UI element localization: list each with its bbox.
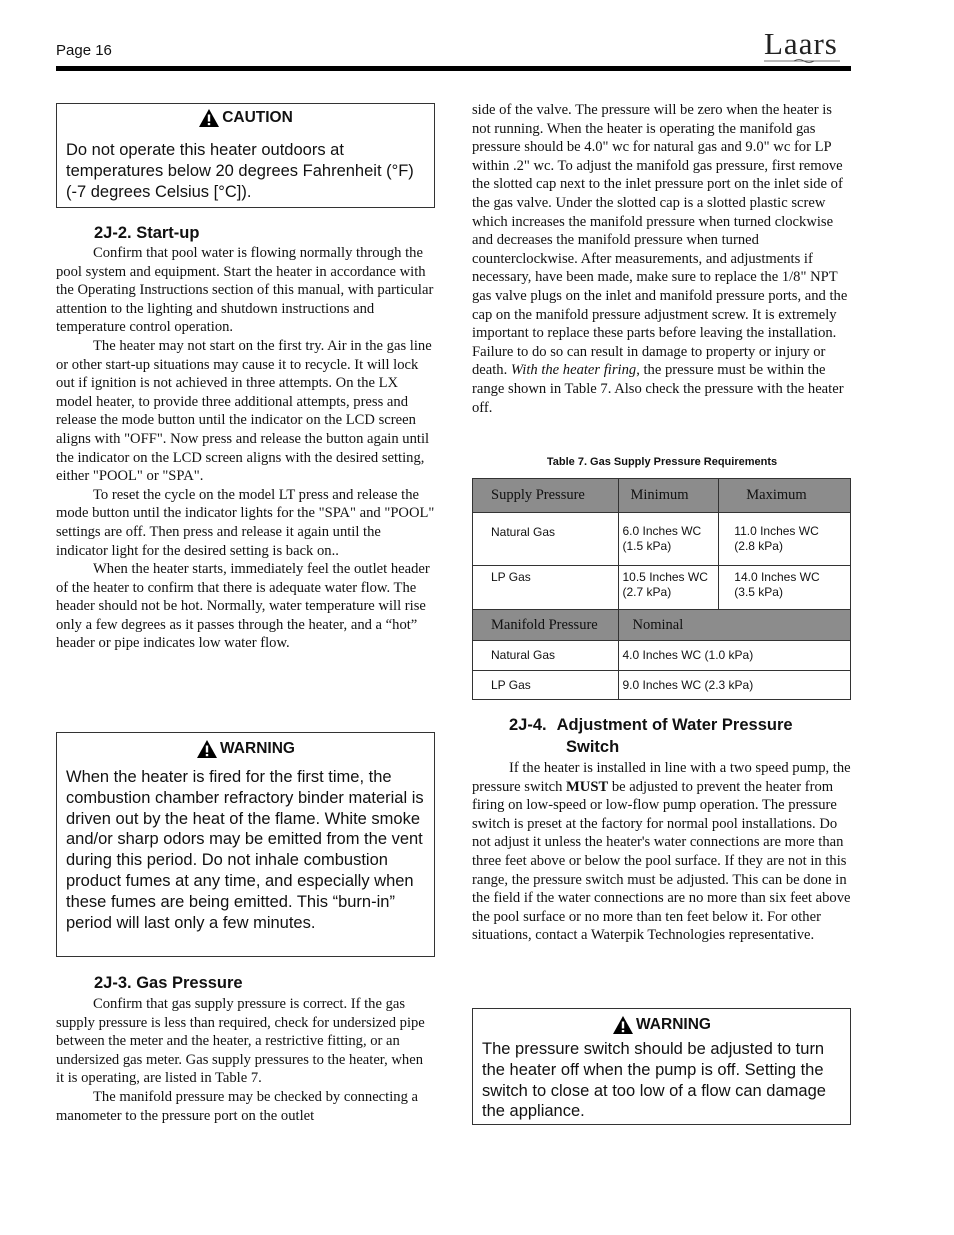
warning-text: The pressure switch should be adjusted to turn the heater off when the pump is off. Setting the switch to close at too low of a flow can damage the appliance. [482,1040,826,1121]
warning-title: WARNING [636,1016,711,1033]
warning-triangle-icon [196,739,218,759]
manifold-continuation [472,101,853,417]
header-manifold-pressure: Manifold Pressure [473,610,619,641]
max-cell [719,566,851,610]
table-caption: Table 7. Gas Supply Pressure Requirements [546,456,778,468]
nominal-cell: 9.0 Inches WC (2.3 kPa) [618,671,851,700]
continuation-paragraph [472,101,853,417]
water-switch-heading [509,714,793,758]
warning-box-burn-in [56,732,435,957]
water-switch-lead: If the heater is installed in line with a two speed pump, the pressure switch [472,760,851,795]
table-row [473,641,851,671]
water-switch-heading-num: 2J-4. [509,716,547,734]
startup-heading: 2J-2. Start-up [94,224,200,242]
min-line2: (1.5 kPa) [622,539,672,553]
water-switch-body [472,759,853,945]
continuation-italic: With the heater firing [510,362,637,379]
header-nominal: Nominal [618,610,851,641]
caution-box [56,103,435,208]
row-label: Natural Gas [473,513,619,566]
max-line2: (2.8 kPa) [734,539,783,553]
max-line1: 11.0 Inches WC [734,524,819,538]
water-switch-heading-line1 [509,714,793,736]
manifold-header-row [473,610,851,641]
header-maximum: Maximum [719,479,851,513]
continuation-lead: side of the valve. The pressure will be zero when the heater is not running. When the heater is operating the manifold gas pressure should be 4.0" wc for natural gas and 9.0" wc for LP within .2" wc. To adjust the manifold gas pressure, first remove the slotted cap next to the inlet pressure port on the inlet side of the gas valve. Under the slotted cap is a slotted plastic screw which increases the manifold pressure when turned clockwise and decreases the manifold pressure when turned counterclockwise. After measurements, and adjustments if necessary, have been made, make sure to replace the 1/8" NPT gas valve plugs on the inlet and manifold pressure ports, and the cap on the manifold pressure adjustment screw. It is extremely important to replace these parts before leaving the installation. Failure to do so can result in damage to property or injury or death. [472,102,848,379]
gas-pressure-table [472,478,851,700]
warning-title-row [66,739,425,759]
startup-paragraph: When the heater starts, immediately feel the outlet header of the heater to confirm that there is adequate water flow. The header should not be hot. Normally, water temperature will rise only a few degrees as it passes through the heater, and a “hot” header or pipe indicates low water flow. [56,561,430,652]
page-number: Page 16 [56,42,112,59]
min-line1: 10.5 Inches WC [622,570,708,584]
warning-title-row [482,1015,841,1035]
water-switch-must: MUST [566,778,609,795]
table-row [473,671,851,700]
water-switch-heading-line2: Switch [566,738,620,756]
warning-text: When the heater is fired for the first time, the combustion chamber refractory binder material is driven out by the heat of the flame. White smoke and/or sharp odors may be emitted from the vent during this period. Do not inhale combustion product fumes at any time, and especially when these fumes are being emitted. This “burn-in” period will last only a few minutes. [66,768,424,932]
water-switch-tail: be adjusted to prevent the heater from firing on low-speed or low-flow pump operation. The pressure switch is preset at the factory for normal pool installations. Do not adjust it unless the heater's water connections are more than three feet above or below the pool surface. If they are not in this range, the pressure switch must be adjusted. This can be done in the field if the water connections are no more than six feet above the pool surface or no more than ten feet below it. For other situations, contact a Waterpik Technologies representative. [472,778,851,944]
startup-paragraph: Confirm that pool water is flowing normally through the pool system and equipment. Start the heater in accordance with the Operating Instructions section of this manual, with particular attention to the lighting and shutdown instructions and temperature control operation. [56,245,434,336]
logo-swash [764,58,840,64]
max-cell [719,513,851,566]
laars-logo: Laars [764,26,838,61]
gas-pressure-body [56,995,428,1125]
row-label: Natural Gas [473,641,619,671]
warning-title: WARNING [220,740,295,757]
warning-box-pressure-switch [472,1008,851,1125]
gas-pressure-heading: 2J-3. Gas Pressure [94,974,243,992]
row-label: LP Gas [473,566,619,610]
max-line1: 14.0 Inches WC [734,570,820,584]
table-row [473,566,851,610]
gas-pressure-paragraph: Confirm that gas supply pressure is correct. If the gas supply pressure is less than required, check for undersized pipe between the meter and the heater, a restrictive fitting, or an undersized gas meter. Gas supply pressures to the heater, when it is operating, are listed in Table 7. [56,996,425,1087]
table-header-row [473,479,851,513]
caution-title-row [66,108,425,128]
caution-title: CAUTION [222,109,293,126]
continuation-tail: , the pressure must be within the range shown in Table 7. Also check the pressure with the heater off. [472,362,844,416]
water-switch-paragraph [472,759,853,945]
row-label: LP Gas [473,671,619,700]
gas-pressure-paragraph: The manifold pressure may be checked by connecting a manometer to the pressure port on the outlet [56,1088,418,1124]
water-switch-heading-text: Adjustment of Water Pressure [556,716,793,734]
header-minimum: Minimum [618,479,719,513]
table-row [473,513,851,566]
warning-triangle-icon [198,108,220,128]
header-supply-pressure: Supply Pressure [473,479,619,513]
startup-paragraph: The heater may not start on the first try. Air in the gas line or other start-up situations may cause it to recycle. It will lock out if ignition is not achieved in three attempts. On the LX model heater, to provide three additional attempts, press and release the mode button until the indicator on the LCD screen aligns with "OFF". Now press and release the button again until the indicator on the LCD screen aligns with the desired setting, either "POOL" or "SPA". [56,337,432,485]
min-line2: (2.7 kPa) [622,585,672,599]
max-line2: (3.5 kPa) [734,585,783,599]
min-cell [618,513,719,566]
min-line1: 6.0 Inches WC [622,524,702,538]
startup-body [56,244,436,653]
nominal-cell: 4.0 Inches WC (1.0 kPa) [618,641,851,671]
min-cell [618,566,719,610]
caution-text: Do not operate this heater outdoors at temperatures below 20 degrees Fahrenheit (°F) (-7 degrees Celsius [°C]). [66,141,414,201]
warning-triangle-icon [612,1015,634,1035]
header-rule [56,66,851,71]
startup-paragraph: To reset the cycle on the model LT press and release the mode button until the indicator lights for the "SPA" and "POOL" settings are off. Then press and release it again until the indicator light for the desired setting is back on.. [56,486,435,559]
